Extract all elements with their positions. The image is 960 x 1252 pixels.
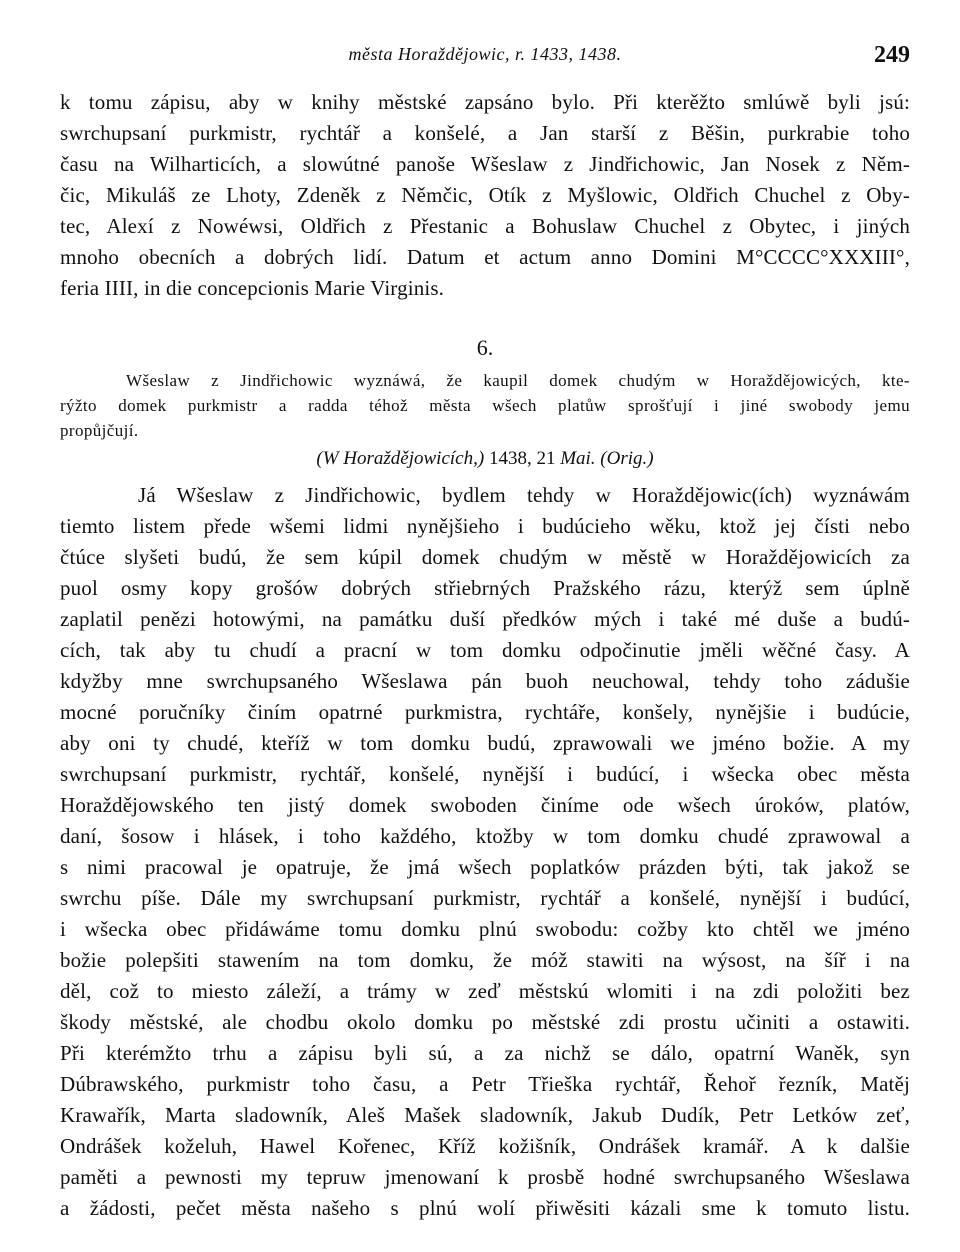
document-number: 6. — [476, 335, 494, 360]
text-line: zaplatil penězi hotowými, na památku duší předków mých i také mé duše a budú- — [60, 607, 910, 631]
text-line: cích, tak aby tu chudí a pracní w tom domku odpočinutie jměli wěčné časy. A — [60, 638, 910, 662]
summary-line: propůjčují. — [60, 421, 139, 440]
summary-line: rýžto domek purkmistr a radda téhož města wšech platůw sprošťují i jiné swobody jemu — [60, 396, 910, 415]
text-line: Horaždějowského ten jistý domek swoboden činíme ode wšech úroków, platów, — [60, 793, 910, 817]
text-line: děl, což to miesto záleží, a trámy w zeď městskú wlomiti i na zdi položiti bez — [60, 979, 910, 1003]
text-line: tec, Alexí z Nowéwsi, Oldřich z Přestanic a Bohuslaw Chuchel z Obytec, i jiných — [60, 214, 910, 238]
text-line: Při kterémžto trhu a zápisu byli sú, a za nichž se dálo, opatrní Waněk, syn — [60, 1041, 910, 1065]
text-line: Já Wšeslaw z Jindřichowic, bydlem tehdy w Horaždějowic(ích) wyznáwám — [138, 483, 910, 507]
text-line: swrchu píše. Dále my swrchupsaní purkmistr, rychtář a konšelé, nynější i budúcí, — [60, 886, 910, 910]
page-header — [60, 44, 910, 74]
text-line: swrchupsaní purkmistr, rychtář a konšelé, a Jan starší z Běšin, purkrabie toho — [60, 121, 910, 145]
intro-paragraph — [60, 87, 910, 304]
source-month: Mai. — [560, 448, 596, 469]
summary-line: Wšeslaw z Jindřichowic wyznáwá, že kaupil domek chudým w Horaždějowicých, kte- — [126, 371, 910, 390]
running-head: města Horaždějowic, r. 1433, 1438. — [348, 44, 622, 64]
text-line: Dúbrawského, purkmistr toho času, a Petr Třieška rychtář, Řehoř řezník, Matěj — [60, 1072, 910, 1096]
text-line: božie polepšiti stawením na tom domku, že móž stawiti na wýsost, na šíř i na — [60, 948, 910, 972]
text-line: čtúce slyšeti budú, že sem kúpil domek chudým w městě w Horaždějowicích za — [60, 545, 910, 569]
page-number: 249 — [874, 42, 910, 68]
charter-text — [60, 480, 910, 1224]
text-line: mocné poručníky činím opatrné purkmistra, rychtáře, konšely, nynějšie i budúcie, — [60, 700, 910, 724]
source-place: (W Horaždějowicích,) — [316, 448, 485, 469]
text-line: kdyžby mne swrchupsaného Wšeslawa pán buoh neuchowal, tehdy toho zádušie — [60, 669, 910, 693]
text-line: mnoho obecních a dobrých lidí. Datum et actum anno Domini M°CCCC°XXXIII°, — [60, 245, 910, 269]
text-line: a žádosti, pečet města našeho s plnú wolí přiwěsiti kázali sme k tomuto listu. — [60, 1196, 910, 1220]
text-line: k tomu zápisu, aby w knihy městské zapsáno bylo. Při kterěžto smlúwě byli jsú: — [60, 90, 910, 114]
text-line: aby oni ty chudé, kteříž w tom domku budú, zprawowali we jméno božie. A my — [60, 731, 910, 755]
document-summary — [60, 368, 910, 443]
text-line: Ondrášek koželuh, Hawel Kořenec, Kříž kožišník, Ondrášek kramář. A k dalšie — [60, 1134, 910, 1158]
text-line: tiemto listem přede wšemi lidmi nynějšieho i budúcieho wěku, ktož jej čísti nebo — [60, 514, 910, 538]
text-line: daní, šosow i hlásek, i toho každého, ktožby w tom domku chudé zprawowal a — [60, 824, 910, 848]
source-note: (Orig.) — [595, 448, 654, 469]
text-line: puol osmy kopy grošów dobrých střiebrných Pražského rázu, kterýž sem úplně — [60, 576, 910, 600]
source-citation — [60, 444, 910, 474]
text-line: času na Wilharticích, a slowútné panoše Wšeslaw z Jindřichowic, Jan Nosek z Něm- — [60, 152, 910, 176]
text-line: Krawařík, Marta sladowník, Aleš Mašek sladowník, Jakub Dudík, Petr Letków zeť, — [60, 1103, 910, 1127]
text-line: s nimi pracowal je opatruje, že jmá wšech poplatków prázden býti, tak jakož se — [60, 855, 910, 879]
text-line: škody městské, ale chodbu okolo domku po městské zdi prostu učiniti a ostawiti. — [60, 1010, 910, 1034]
text-line: i wšecka obec přidáwáme tomu domku plnú swobodu: cožby kto chtěl we jméno — [60, 917, 910, 941]
text-line: feria IIII, in die concepcionis Marie Virginis. — [60, 276, 445, 300]
text-line: čic, Mikuláš ze Lhoty, Zdeněk z Němčic, Otík z Myšlowic, Oldřich Chuchel z Oby- — [60, 183, 910, 207]
text-line: swrchupsaní purkmistr, rychtář, konšelé, nynější i budúcí, i wšecka obec města — [60, 762, 910, 786]
text-line: paměti a pewnosti my tepruw jmenowaní k prosbě hodné swrchupsaného Wšeslawa — [60, 1165, 910, 1189]
source-date: 1438, 21 — [484, 448, 561, 469]
